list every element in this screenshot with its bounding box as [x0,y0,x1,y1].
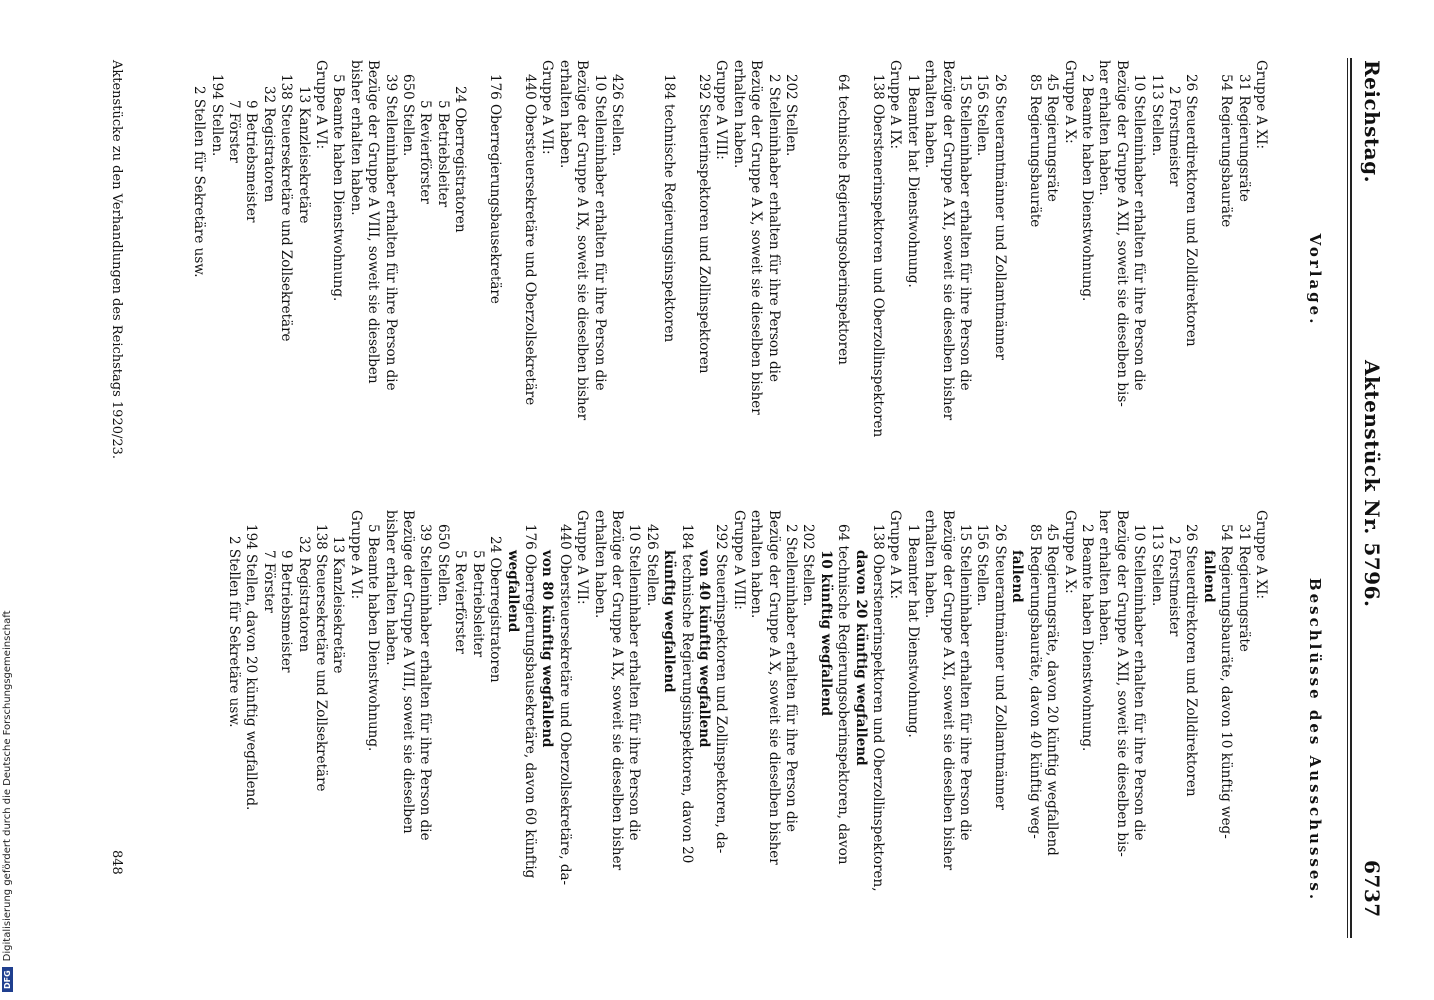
right-column-line: 10 Stelleninhaber erhalten für ihre Person die [1131,524,1148,841]
left-column-line: 138 Steuersekretäre und Zollsekretäre [278,74,295,342]
left-column-line: Bezüge der Gruppe A XII, soweit sie dieselben bis- [1113,60,1130,407]
header-rule [1350,58,1352,938]
right-column-line: Bezüge der Gruppe A IX, soweit sie dieselben bisher [608,510,625,871]
right-column-line: 440 Obersteuersekretäre und Oberzollsekretäre, da- [556,524,573,886]
header-left: Reichstag. [1360,60,1384,184]
left-column-line: 10 Stelleninhaber erhalten für ihre Person die [591,74,608,391]
left-column-line [468,60,485,500]
right-column-line: Bezüge der Gruppe A XI, soweit sie dieselben bisher [939,510,956,871]
left-column-line: 138 Oberstenerinspektoren und Oberzollinspektoren [870,74,887,438]
left-column-line [851,60,868,500]
left-column-line [642,60,659,500]
left-column-line [625,60,642,500]
left-column-line: 45 Regierungsräte [1044,74,1061,202]
left-column-line: 2 Beamte haben Dienstwohnung. [1078,74,1095,302]
right-column-line: von 40 künftig wegfallend [696,550,712,748]
left-column-line: 184 technische Regierungsinspektoren [661,74,678,343]
left-column-line: 85 Regierungsbauräte [1026,74,1043,228]
right-column-line: davon 20 künftig wegfallend [852,550,869,766]
left-column-line: 39 Stelleninhaber erhalten für ihre Person die [382,74,399,391]
left-column-line: 32 Registratoren [260,86,277,203]
left-column-line: 2 Stelleninhaber erhalten für ihre Person die [765,74,782,382]
left-column-line: 5 Beamte haben Dienstwohnung. [330,74,347,302]
right-column-line: Gruppe A X: [1061,510,1078,594]
right-column-line: 45 Regierungsräte, davon 20 künftig wegfallend [1044,524,1061,856]
right-column-line: 26 Steuerdirektoren und Zolldirektoren [1183,524,1200,797]
right-column-line: 176 Oberregierungsbausekretäre, davon 60 künftig [521,524,538,879]
left-column-line: Gruppe A VIII: [713,60,730,160]
right-column-line: künftig wegfallend [661,550,678,693]
left-column-line [816,60,833,500]
left-column-line: 292 Steuerinspektoren und Zollinspektoren [696,74,712,374]
left-column-line: her erhalten haben. [1096,60,1113,196]
left-column-line: 176 Oberregierungsbausekretäre [487,74,504,304]
left-column-line: 113 Stellen. [1148,74,1165,157]
right-column-line: bisher erhalten haben. [382,510,399,666]
left-column-line: 31 Regierungsräte [1235,74,1252,202]
right-column-line: 13 Kanzleisekretäre [330,536,347,674]
left-column-line: Bezüge der Gruppe A VIII, soweit sie dieselben [365,60,382,384]
left-column [190,60,1269,500]
left-column-line: Bezüge der Gruppe A IX, soweit sie dieselben bisher [574,60,591,421]
left-column-line: 26 Steueramtmänner und Zollamtmänner [991,74,1008,360]
right-column-line: 2 Forstmeister [1165,536,1182,637]
right-column-line: 156 Stellen. [974,524,991,607]
right-column-line: 5 Beamte haben Dienstwohnung. [365,524,382,752]
right-column-line: Gruppe A IX: [887,510,904,600]
right-column-line: fallend [1009,550,1026,603]
left-column-line [1008,60,1025,500]
left-column-line: erhalten haben. [922,60,939,169]
left-column-line: Bezüge der Gruppe A X, soweit sie dieselben bisher [748,60,765,415]
right-column-line: erhalten haben. [591,510,608,619]
right-column-line: erhalten haben. [748,510,765,619]
right-column-line: 64 technische Regierungsoberinspektoren, davon [835,524,852,865]
left-column-line [677,60,694,500]
right-column-line: 194 Stellen, davon 20 künftig wegfallend. [243,524,260,811]
right-column-line: her erhalten haben. [1096,510,1113,646]
right-column-line: Gruppe A VI: [347,510,364,600]
right-column [225,510,1269,950]
right-column-line: Gruppe A XI: [1253,510,1269,600]
left-column-line: 9 Betriebsmeister [243,100,260,223]
left-column-line: 7 Förster [226,100,243,163]
left-column-line: 2 Forstmeister [1165,86,1182,187]
right-column-heading: Beschlüsse des Ausschusses. [1306,577,1324,903]
right-column-line: 202 Stellen. [800,524,817,607]
right-column-line: 5 Betriebsleiter [469,550,486,658]
right-column-line: 184 technische Regierungsinspektoren, davon 20 [678,524,695,864]
right-column-line: 54 Regierungsbauräte, davon 10 künftig weg- [1218,524,1235,839]
dfg-logo: DFG [2,967,13,992]
left-column-line: 13 Kanzleisekretäre [295,86,312,224]
left-column-heading: Vorlage. [1306,233,1324,327]
left-column-line: erhalten haben. [556,60,573,169]
left-column-line: 26 Steuerdirektoren und Zolldirektoren [1183,74,1200,347]
left-column-line: 24 Oberregistratoren [452,86,469,233]
left-column-line: bisher erhalten haben. [347,60,364,216]
right-column-line: 39 Stelleninhaber erhalten für ihre Person die [417,524,434,841]
right-column-line: 1 Beamter hat Dienstwohnung. [904,524,921,738]
left-column-line: 156 Stellen. [974,74,991,157]
right-column-line: 2 Beamte haben Dienstwohnung. [1078,524,1095,752]
right-column-line: erhalten haben. [922,510,939,619]
left-column-line: 54 Regierungsbauräte [1218,74,1235,228]
left-column-line: 10 Stelleninhaber erhalten für ihre Person die [1131,74,1148,391]
right-column-line: 26 Steueramtmänner und Zollamtmänner [991,524,1008,810]
right-column-line: 9 Betriebsmeister [278,550,295,673]
dfg-sidebar [2,0,13,1000]
right-column-line: 138 Oberstenerinspektoren und Oberzollinspektoren, [870,524,887,892]
left-column-line: Gruppe A VI: [313,60,330,150]
left-column-line: Gruppe A XI: [1253,60,1269,150]
left-column-line: 2 Stellen für Sekretäre usw. [191,86,208,278]
left-column-line: 15 Stelleninhaber erhalten für ihre Person die [957,74,974,391]
right-column-line: 85 Regierungsbauräte, davon 40 künftig weg- [1026,524,1043,839]
left-column-line: 1 Beamter hat Dienstwohnung. [904,74,921,288]
left-column-line: Gruppe A X: [1061,60,1078,144]
left-column-line: Bezüge der Gruppe A XI, soweit sie dieselben bisher [939,60,956,421]
left-column-line: Gruppe A IX: [887,60,904,150]
left-column-line: 64 technische Regierungsoberinspektoren [835,74,852,365]
right-column-line: 138 Steuersekretäre und Zollsekretäre [313,524,330,792]
footer-page-number: 848 [109,850,124,875]
header-rule-thin [1347,58,1348,938]
right-column-line: 2 Stellen für Sekretäre usw. [226,536,243,728]
right-column-line: 2 Stelleninhaber erhalten für ihre Person die [783,524,800,832]
right-column-line: 292 Steuerinspektoren und Zollinspektoren, da- [713,524,730,854]
right-column-line: 15 Stelleninhaber erhalten für ihre Person die [957,524,974,841]
right-column-line: 10 Stelleninhaber erhalten für ihre Person die [626,524,643,841]
right-column-line: 426 Stellen. [643,524,660,607]
left-column-line: 5 Betriebsleiter [434,100,451,208]
left-column-line: 650 Stellen. [400,74,417,157]
left-column-line: erhalten haben. [730,60,747,169]
right-column-line: fallend [1200,550,1217,603]
right-column-line: 31 Regierungsräte [1235,524,1252,652]
left-column-line [1199,60,1216,500]
right-column-line: Bezüge der Gruppe A XII, soweit sie dieselben bis- [1113,510,1130,857]
right-column-line: 10 künftig wegfallend [817,550,834,717]
right-column-line: 5 Revierförster [452,550,469,654]
right-column-line: Bezüge der Gruppe A VIII, soweit sie dieselben [400,510,417,834]
left-column-line [799,60,816,500]
right-column-line: Gruppe A VIII: [730,510,747,610]
left-column-line: Gruppe A VII: [539,60,556,155]
left-column-line: 194 Stellen. [208,74,225,157]
right-column-line: Gruppe A VII: [574,510,591,605]
right-column-line: 650 Stellen. [434,524,451,607]
footer-source: Aktenstücke zu den Verhandlungen des Reichstags 1920/23. [109,60,124,460]
left-column-line [503,60,520,500]
left-column-line: 426 Stellen. [608,74,625,157]
left-column-line: 5 Revierförster [417,100,434,204]
page-number: 6737 [1360,860,1384,918]
dfg-credit: Digitalisierung gefördert durch die Deutsche Forschungsgemeinschaft [2,610,13,962]
right-column-line: 32 Registratoren [295,536,312,653]
right-column-line: 24 Oberregistratoren [487,536,504,683]
left-column-line: 202 Stellen. [783,74,800,157]
right-column-line: Bezüge der Gruppe A X, soweit sie dieselben bisher [765,510,782,865]
right-column-line: von 80 künftig wegfallend [539,550,556,748]
right-column-line: 113 Stellen. [1148,524,1165,607]
right-column-line: wegfallend [504,550,521,633]
right-column-line: 7 Förster [260,550,277,613]
left-column-line: 440 Obersteuersekretäre und Oberzollsekretäre [521,74,538,406]
header-center: Aktenstück Nr. 5796. [1360,360,1384,608]
